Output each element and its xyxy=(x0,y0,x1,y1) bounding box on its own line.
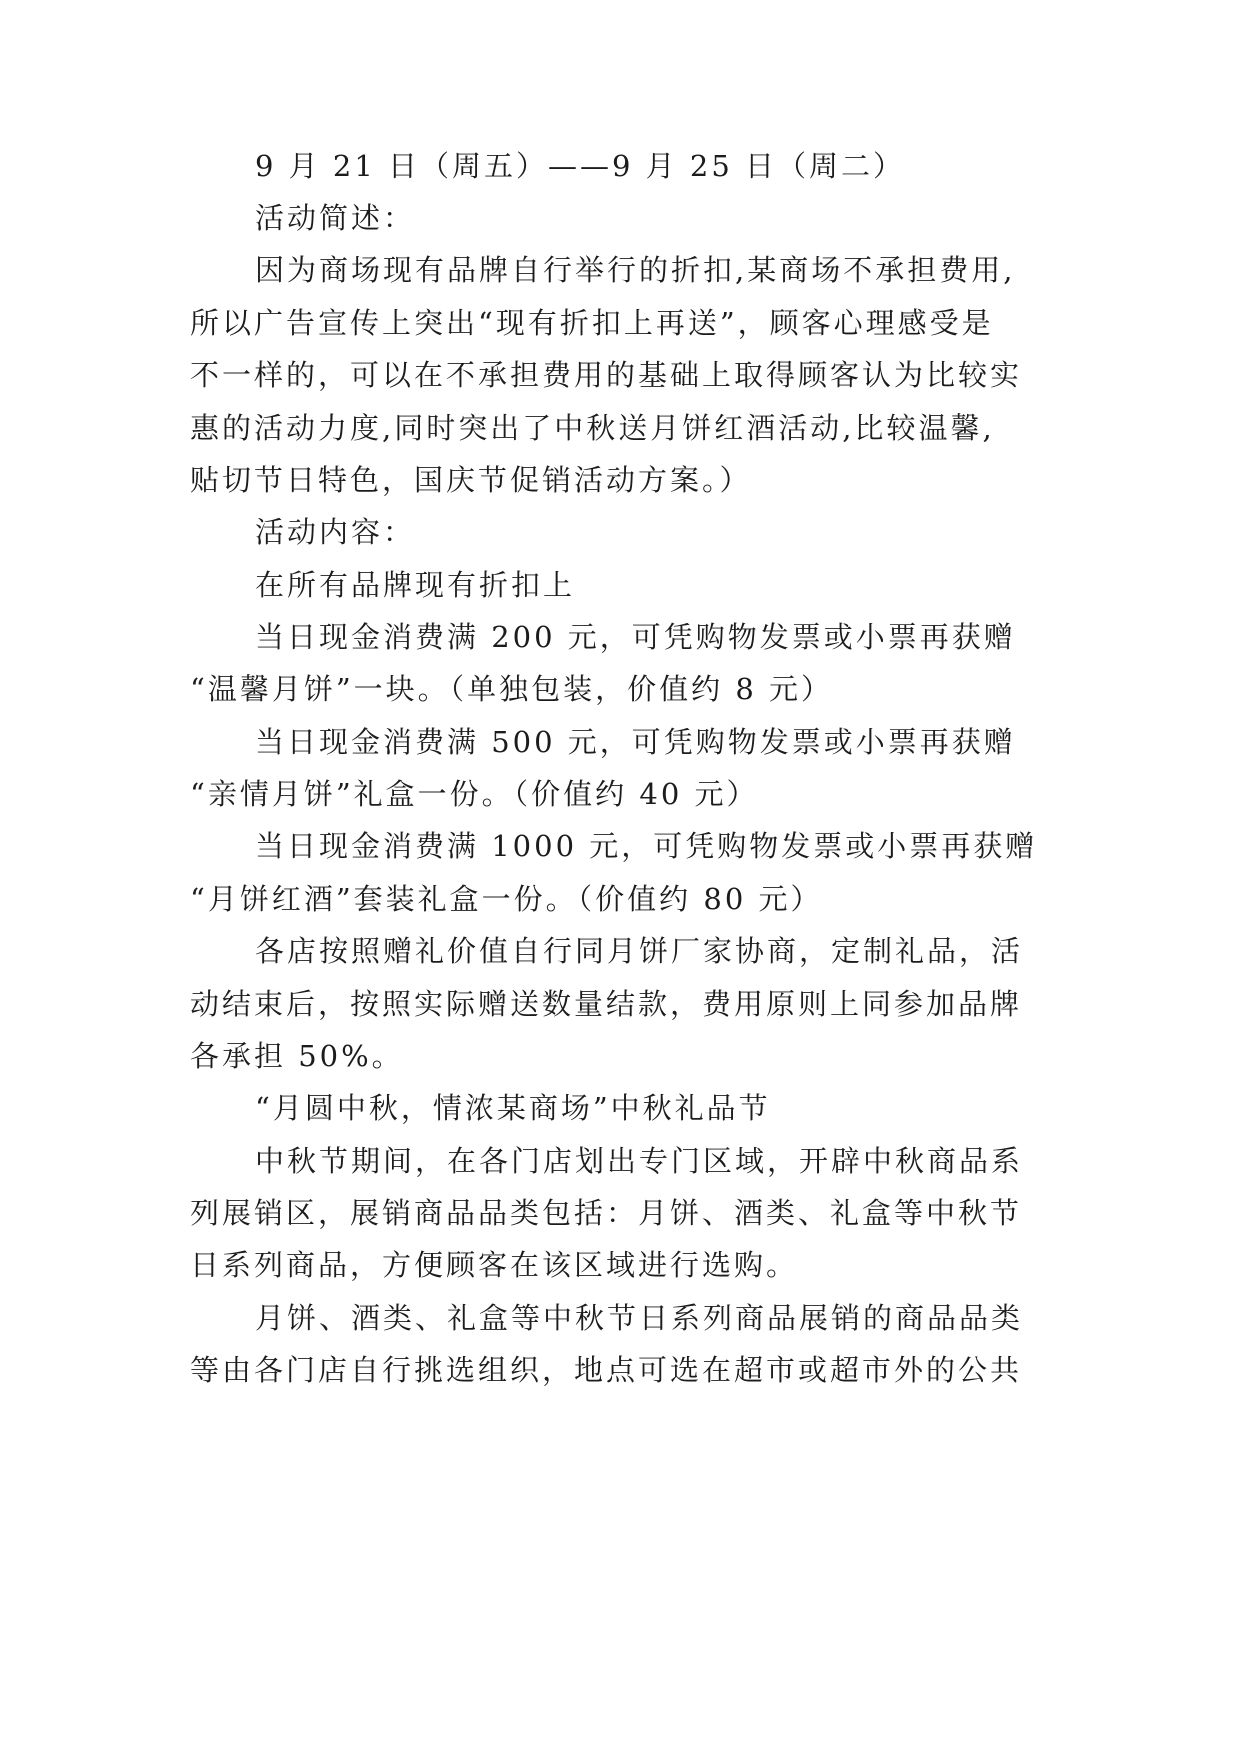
paragraph-line: 月饼、酒类、礼盒等中秋节日系列商品展销的商品品类 xyxy=(255,1301,1024,1335)
paragraph-line: 不一样的，可以在不承担费用的基础上取得顾客认为比较实 xyxy=(190,358,1023,392)
paragraph-line: 中秋节期间，在各门店划出专门区域，开辟中秋商品系 xyxy=(255,1144,1024,1178)
paragraph-line: 各店按照赠礼价值自行同月饼厂家协商，定制礼品，活 xyxy=(255,934,1024,968)
section-heading-summary: 活动简述： xyxy=(255,201,416,235)
section-heading-festival: “月圆中秋，情浓某商场”中秋礼品节 xyxy=(255,1091,771,1125)
paragraph-line: 等由各门店自行挑选组织，地点可选在超市或超市外的公共 xyxy=(190,1353,1023,1387)
paragraph-line: 因为商场现有品牌自行举行的折扣,某商场不承担费用, xyxy=(255,253,1016,287)
section-heading-content: 活动内容： xyxy=(255,515,416,549)
paragraph-line: 在所有品牌现有折扣上 xyxy=(255,568,576,602)
paragraph-line: “亲情月饼”礼盒一份。（价值约 40 元） xyxy=(190,777,759,811)
paragraph-line: 各承担 50%。 xyxy=(190,1039,404,1073)
paragraph-line: 列展销区，展销商品品类包括：月饼、酒类、礼盒等中秋节 xyxy=(190,1196,1023,1230)
paragraph-line: 当日现金消费满 500 元，可凭购物发票或小票再获赠 xyxy=(255,725,1016,759)
paragraph-line: 日系列商品，方便顾客在该区域进行选购。 xyxy=(190,1248,799,1282)
paragraph-line: 动结束后，按照实际赠送数量结款，费用原则上同参加品牌 xyxy=(190,987,1023,1021)
paragraph-line: 当日现金消费满 200 元，可凭购物发票或小票再获赠 xyxy=(255,620,1016,654)
date-range-line: 9 月 21 日（周五）——9 月 25 日（周二） xyxy=(255,149,906,183)
paragraph-line: “月饼红酒”套装礼盒一份。（价值约 80 元） xyxy=(190,882,823,916)
paragraph-line: 惠的活动力度,同时突出了中秋送月饼红酒活动,比较温馨, xyxy=(190,411,995,445)
paragraph-line: 所以广告宣传上突出“现有折扣上再送”，顾客心理感受是 xyxy=(190,306,994,340)
paragraph-line: 当日现金消费满 1000 元，可凭购物发票或小票再获赠 xyxy=(255,829,1038,863)
paragraph-line: 贴切节日特色，国庆节促销活动方案。） xyxy=(190,463,752,497)
paragraph-line: “温馨月饼”一块。（单独包装，价值约 8 元） xyxy=(190,672,834,706)
